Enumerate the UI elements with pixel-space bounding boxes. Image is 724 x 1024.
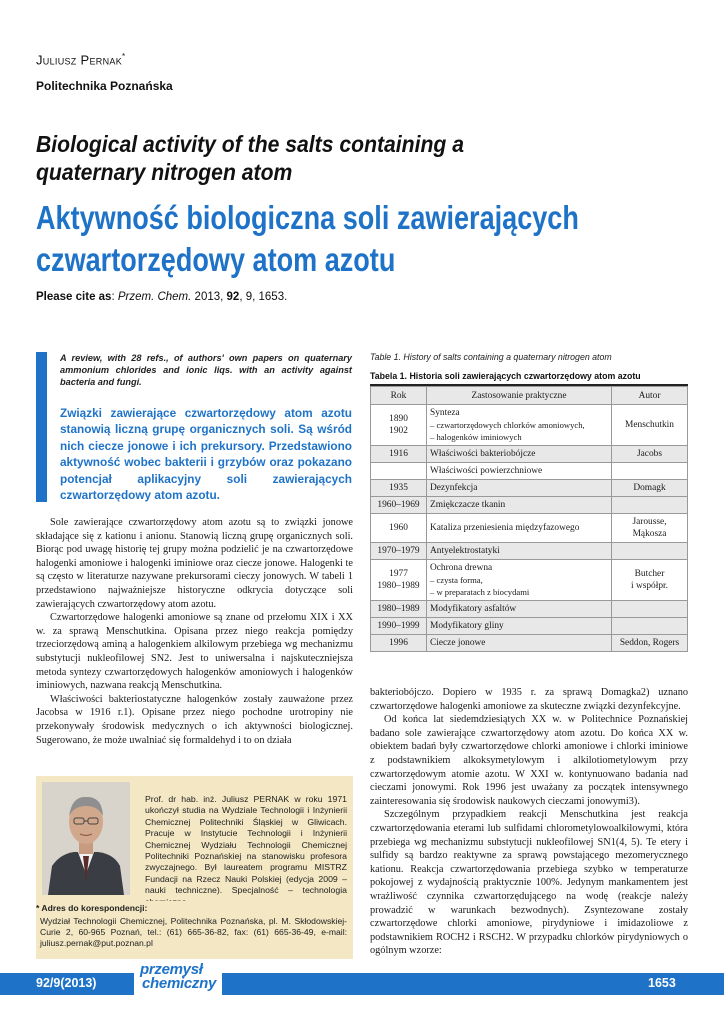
table-header-cell: Autor [612, 387, 688, 405]
table-row [371, 601, 688, 618]
citation-label: Please cite as [36, 291, 112, 303]
application-subitem: – czwartorzędowych chlorków amoniowych, [430, 420, 585, 430]
application-label: Zmiękczacze tkanin [430, 500, 506, 510]
table-caption-polish: Tabela 1. Historia soli zawierających czwartorzędowy atom azotu [370, 371, 641, 381]
history-table [370, 386, 688, 652]
application-label: Antyelektrostatyki [430, 546, 500, 556]
page-number: 1653 [648, 976, 676, 990]
table-cell-application [427, 463, 612, 480]
table-cell-year: 1977 1980–1989 [371, 560, 427, 601]
author-photo [42, 782, 130, 895]
application-subitem: – czysta forma, [430, 575, 483, 585]
table-row [371, 446, 688, 463]
table-row [371, 405, 688, 446]
body-column-left [36, 516, 353, 747]
table-cell-application [427, 618, 612, 635]
table-cell-year: 1960–1969 [371, 497, 427, 514]
paragraph: Właściwości bakteriostatyczne halogenków zostały zauważone przez Jacobsa w 1916 r.1). Opisane przez niego pochodne urotropiny nie przekonywały środowisk medycznych o ich aktywności biologicznej. Sugerowano, że może uwalniać się formaldehyd i to on działa [36, 693, 353, 746]
citation-journal: Przem. Chem. [117, 291, 192, 303]
issue-number: 92/9(2013) [36, 976, 97, 990]
address-heading: * Adres do korespondencji: [36, 903, 148, 913]
table-cell-author [612, 497, 688, 514]
application-label: Ciecze jonowe [430, 638, 486, 648]
table-cell-author: Butcher i współpr. [612, 560, 688, 601]
table-cell-author: Jarousse, Mąkosza [612, 514, 688, 543]
citation-year: 2013 [194, 291, 221, 303]
logo-line-1: przemysł [140, 961, 203, 978]
table-cell-author [612, 618, 688, 635]
table-cell-author: Menschutkin [612, 405, 688, 446]
citation-rest: 9, 1653. [245, 291, 288, 303]
table-cell-year: 1990–1999 [371, 618, 427, 635]
author-bio-text: Prof. dr hab. inż. Juliusz PERNAK w roku 1971 ukończył studia na Wydziale Technologii i Inżynierii Chemicznej Politechniki Śląskiej w Gliwicach. Pracuje w Instytucie Technologii i Inżynierii Chemicznej Wydziału Technologii Chemicznej Politechniki Poznańskiej na stanowisku profesora zwyczajnego. Był laureatem programu MISTRZ Fundacji na Rzecz Nauki Polskiej (edycja 2009 – nauki techniczne). Specjalność – technologia [145, 794, 347, 896]
table-cell-author: Jacobs [612, 446, 688, 463]
abstract-accent-bar [36, 352, 47, 502]
paragraph: bakteriobójczo. Dopiero w 1935 r. za sprawą Domagka2) uznano czwartorzędowe halogenki amoniowe za skuteczne związki dezynfekcyjne. [370, 687, 688, 712]
table-cell-year: 1916 [371, 446, 427, 463]
table-row [371, 618, 688, 635]
abstract-polish: Związki zawierające czwartorzędowy atom azotu stanowią liczną grupę organicznych soli. Są wśród nich ciecze jonowe i ich prekursory. Przedstawiono aktywność wobec bakterii i grzybów oraz pokazano potencjał aplikacyjny soli zawierających czwartorzędowy atom azotu. [60, 406, 352, 503]
table-header-cell: Rok [371, 387, 427, 405]
table-cell-year: 1935 [371, 480, 427, 497]
table-cell-application [427, 543, 612, 560]
paragraph: Sole zawierające czwartorzędowy atom azotu są to związki jonowe składające się z kationu i anionu. Stanowią liczną grupę organicznych soli. Biorąc pod uwagę historię tej grupy można podzielić je na czwartorzędowe halogenki amoniowe i halogenki iminiowe oraz ciecze jonowe. Halogenki te są często w literaturze nazywane prekursorami cieczy jonowych. W tabeli 1 przedstawiono najważniejsze historyczne odkrycia dotyczące soli zawierających czwartorzędowy atom azotu. [36, 517, 353, 610]
application-label: Modyfikatory asfaltów [430, 604, 517, 614]
table-cell-application [427, 601, 612, 618]
application-label: Właściwości powierzchniowe [430, 466, 543, 476]
title-english: Biological activity of the salts containing a quaternary nitrogen atom [36, 131, 464, 185]
portrait-image [42, 782, 130, 895]
table-cell-application [427, 635, 612, 652]
table-header-cell: Zastosowanie praktyczne [427, 387, 612, 405]
table-caption-english: Table 1. History of salts containing a quaternary nitrogen atom [370, 352, 612, 362]
table-cell-year [371, 463, 427, 480]
table-row [371, 514, 688, 543]
table-cell-author [612, 463, 688, 480]
table-cell-year: 1960 [371, 514, 427, 543]
table-row [371, 635, 688, 652]
application-label: Właściwości bakteriobójcze [430, 449, 536, 459]
table-cell-author: Domagk [612, 480, 688, 497]
table-cell-year: 1980–1989 [371, 601, 427, 618]
table-cell-author [612, 601, 688, 618]
application-label: Ochrona drewna [430, 563, 493, 573]
affiliation: Politechnika Poznańska [36, 79, 173, 93]
application-subitem: – halogenków iminiowych [430, 432, 522, 442]
citation-volume: 92 [226, 291, 240, 303]
table-row [371, 497, 688, 514]
table-cell-author: Seddon, Rogers [612, 635, 688, 652]
application-label: Modyfikatory gliny [430, 621, 504, 631]
table-header-row [371, 387, 688, 405]
table-row [371, 480, 688, 497]
table-cell-application [427, 446, 612, 463]
table-cell-year: 1996 [371, 635, 427, 652]
table-cell-application [427, 560, 612, 601]
table-cell-year: 1890 1902 [371, 405, 427, 446]
title-polish: Aktywność biologiczna soli zawierających czwartorzędowy atom azotu [36, 199, 579, 278]
application-label: Kataliza przeniesienia międzyfazowego [430, 523, 580, 533]
paragraph: Od końca lat siedemdziesiątych XX w. w Politechnice Poznańskiej badano sole zawierające czwartorzędowy atom azotu. Do końca XX w. obiektem badań były czwartorzędowe chlorki amoniowe i chlorki iminiowe z podstawnikiem alkoksymetylowym i alkilotiometylowym przy czwartorzędowym atomie azotu. W XXI w. kontynuowano badania nad cieczami jonowymi. Rok 1996 jest uważany za początek intensywnego zainteresowania się środowisk naukowych cieczami jonowymi3). [370, 714, 688, 807]
table-cell-year: 1970–1979 [371, 543, 427, 560]
application-subitem: – w preparatach z biocydami [430, 587, 530, 597]
body-column-right [370, 686, 688, 958]
table-row [371, 543, 688, 560]
table-row [371, 560, 688, 601]
table-cell-application [427, 514, 612, 543]
table-row [371, 463, 688, 480]
paragraph: Szczególnym przypadkiem reakcji Menschutkina jest reakcja czwartorzędowania eterami lub sulfidami chlorometylowoalkilowymi, która przebiega wg mechanizmu substytucji nukleofilowej SN1(4, 5). Te etery i sulfidy są bardzo reaktywne za sprawą powstającego mezomerycznego kationu. Reakcja czwartorzędowania przebiega szybko w temperaturze pokojowej z wydajnością praktycznie 100%. Jedynym mankamentem jest wrażliwość czynnika czwartorzędującego na wodę (reakcje należy prowadzić w warunkach bezwodnych). Zsyntezowane zostały czwartorzędowe chlorki amoniowe, pirydyniowe i imidazoliowe z podstawnikiem ROCH2 i RSCH2. W przypadku chlorków pirydyniowych o ogólnym wzorze: [370, 809, 688, 957]
application-label: Synteza [430, 408, 460, 418]
footer-bar [0, 973, 724, 995]
table-cell-author [612, 543, 688, 560]
citation: Please cite as: Przem. Chem. 2013, 92, 9, 1653. [36, 291, 288, 303]
table-cell-application [427, 405, 612, 446]
abstract-english: A review, with 28 refs., of authors' own papers on quaternary ammonium chlorides and ionic liqs. with an activity against bacteria and fungi. [60, 353, 352, 387]
journal-logo [140, 963, 216, 991]
address-text: Wydział Technologii Chemicznej, Politechnika Poznańska, pl. M. Skłodowskiej-Curie 2, 60-965 Poznań, tel.: (61) 665-36-82, fax: (61) 665-36-49, e-mail: juliusz.pernak@put.poznan.pl [40, 916, 347, 949]
table-cell-application [427, 480, 612, 497]
table-cell-application [427, 497, 612, 514]
logo-line-2: chemiczny [142, 975, 216, 992]
application-label: Dezynfekcja [430, 483, 478, 493]
author-name: Juliusz Pernak* [36, 52, 126, 68]
paragraph: Czwartorzędowe halogenki amoniowe są znane od przełomu XIX i XX w. za sprawą Menschutkina. Opisana przez niego reakcja pomiędzy trzeciorzędową aminą a halogenkiem alkilowym przebiega wg mechanizmu substytucji nukleofilowej SN2. Jest to uniwersalna i najskuteczniejsza metoda syntezy czwartorzędowych halogenków amoniowych i halogenków iminiowych, nazwana reakcją Menschutkina. [36, 612, 353, 692]
